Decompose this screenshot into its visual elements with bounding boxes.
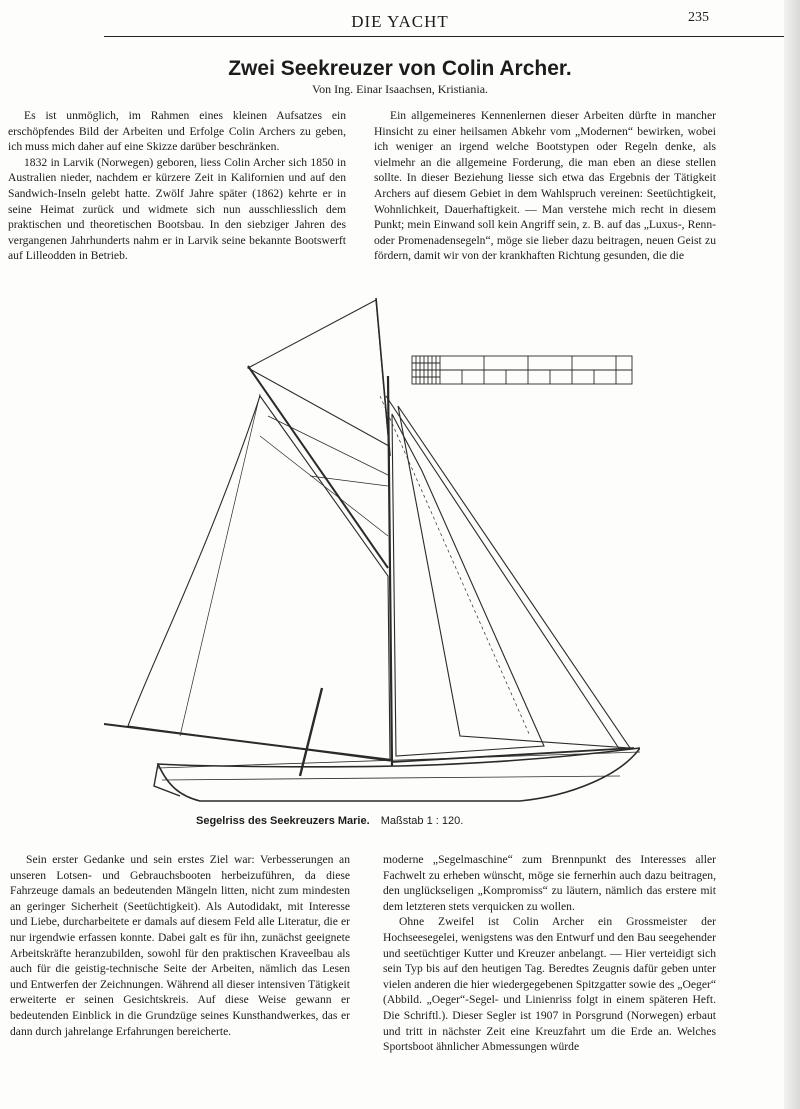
article-title: Zwei Seekreuzer von Colin Archer. [228,57,572,80]
figure-caption [196,815,463,827]
paragraph: 1832 in Larvik (Norwegen) geboren, liess Colin Archer sich 1850 in Australien nieder, nachdem er kürzere Zeit in Kalifornien und auf den Sandwich-Inseln gelebt hatte. Zwölf Jahre später (1862) kehrte er in seine Heimat zurück und widmete sich nun ausschliesslich dem praktischen und theoretischen Bootsbau. In den siebziger Jahren des vergangenen Jahrhunderts nahm er in Larvik seine bekannte Bootswerft auf Lilleodden in Betrieb. [8,155,346,263]
backstay [180,394,260,736]
text-column-top-right [374,108,716,264]
article-byline: Von Ing. Einar Isaachsen, Kristiania. [311,82,489,96]
paragraph: Sein erster Gedanke und sein erstes Ziel war: Verbesserungen an unseren Lotsen- und Gebrauchsbooten herbeizuführen, da diese Fahrzeuge damals an bedeutenden Mängeln litten, nicht zum mindesten an geringer Sicherheit (Seetüchtigkeit). Als Autodidakt, mit Interesse und Liebe, durcharbeitete er damals auf diesem Feld alle Literatur, die er nur irgendwie erfassen konnte. Dabei galt es für ihn, zunächst geeignete Arbeitskräfte heranzubilden, sowohl für den praktischen Kraveelbau als auch für die geistig-technische Seite der Arbeiten, nämlich das Lesen und Entwerfen der Zeichnungen. Während all dieser intensiven Tätigkeit erweiterte er seinen Gesichtskreis. Auf diese Weise gewann er bedeutenden Einblick in die Grundzüge seines Kunsthandwerkes, das er dann durch jahrelange Erfahrungen bereicherte. [10,853,350,1038]
paragraph: Ein allgemeineres Kennenlernen dieser Arbeiten dürfte in mancher Hinsicht zu einer heilsamen Abkehr vom „Modernen“ bewirken, wobei ich weniger an irgend welche Bootstypen oder Regeln denke, als vielmehr an die allgemeine Forderung, die man eben an diese stellen sollte. In dieser Beziehung liesse sich etwa das Ergebnis der Tätigkeit Archers auf diesem Gebiet in dem Wahlspruch vereinen: Seetüchtigkeit, Wohnlichkeit, Dauerhaftigkeit. — Man verstehe mich recht in diesem Punkt; mein Einwand soll kein Angriff sein, z. B. auf das „Luxus-, Renn- oder Promenadensegeln“, möge sie lieber dazu beitragen, neuen Geist zu fördern, damit wir von der krankhaften Richtung gesunden, die die [374,109,716,263]
scale-bar [412,356,632,384]
text-column-bottom-left [10,852,350,1039]
jib [398,406,630,748]
page-edge-shadow [784,0,800,1109]
header-rule [104,36,798,37]
paragraph: moderne „Segelmaschine“ zum Brennpunkt des Interesses aller Fachwelt zu erheben wünscht, möge sie fernerhin auch dazu beitragen, den unglückseligen „Kompromiss“ zu läutern, nämlich das erstere mit dem letzteren stets verquicken zu wollen. [383,853,716,913]
caption-text: Segelriss des Seekreuzers Marie. [196,815,370,827]
gaff [248,366,388,568]
mainsail [128,396,390,761]
rigging-line [260,436,388,536]
topping-lift [380,396,530,736]
text-column-top-left [8,108,346,264]
page-number: 235 [688,10,709,25]
caption-scale: Maßstab 1 : 120. [380,815,464,827]
waterline [162,776,620,780]
rigging-line [268,416,390,476]
text-column-bottom-right [383,852,716,1055]
staysail [392,414,544,756]
topsail [248,300,389,446]
boom [104,724,392,760]
sail-plan-drawing [100,296,640,808]
paragraph: Es ist unmöglich, im Rahmen eines kleinen Aufsatzes ein erschöpfendes Bild der Arbeiten und Erfolge Colin Archers zu geben, ich muss mich daher auf eine Skizze darüber beschränken. [8,109,346,154]
running-header-title: DIE YACHT [351,12,449,31]
forestay [386,396,620,750]
paragraph: Ohne Zweifel ist Colin Archer ein Grossmeister der Hochseesegelei, wenigstens was den Entwurf und den Bau seegehender und seetüchtiger Kutter und Kreuzer anbelangt. — Hier verteidigt sich sein Typ bis auf den heutigen Tag. Beredtes Zeugnis dafür geben unter vielen anderen die hier wiedergegebenen Spitzgatter sowie des „Oeger“ (Abbild. „Oeger“-Segel- und Linienriss folgt in einem späteren Heft. Die Schriftl.). Dieser Segler ist 1907 in Porsgrund (Norwegen) erbaut und tritt in nächster Zeit eine Kreuzfahrt um die Erde an. Welches Sportsboot ähnlicher Abmessungen würde [383,915,716,1054]
